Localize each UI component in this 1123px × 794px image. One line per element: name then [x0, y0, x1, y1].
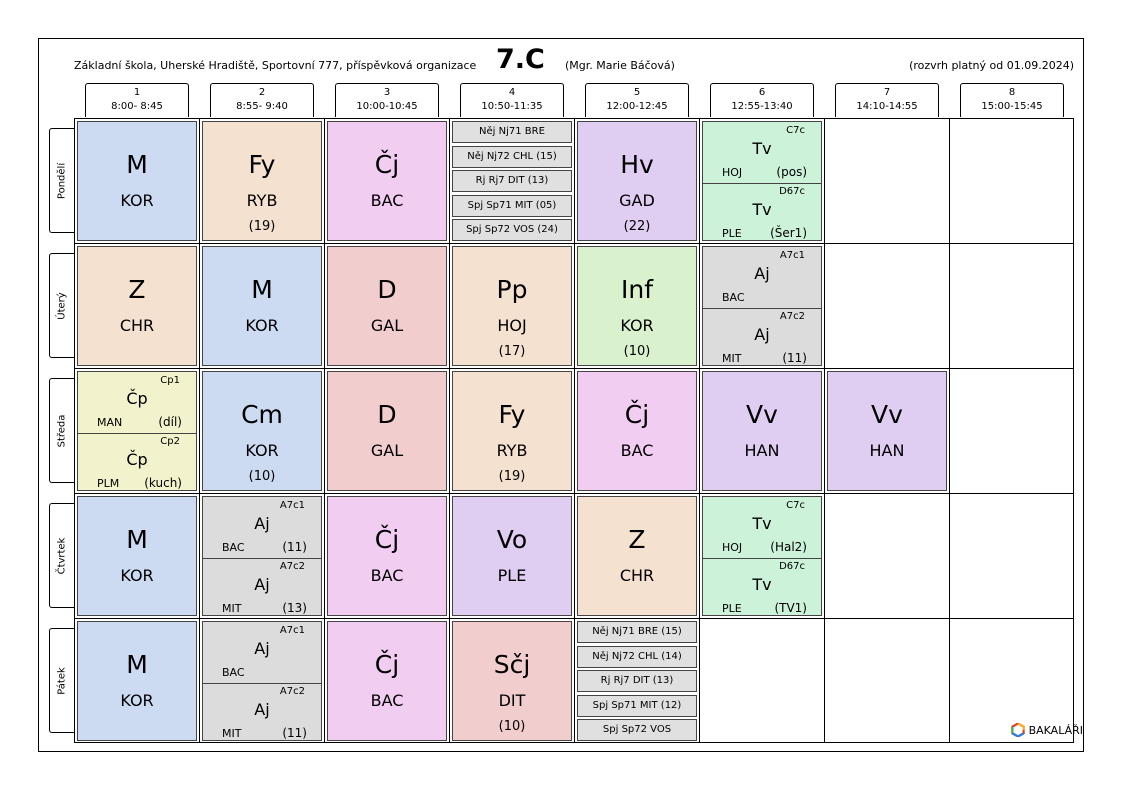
group-lesson[interactable]	[703, 497, 821, 559]
group-lesson[interactable]	[703, 247, 821, 309]
lesson-wed-4[interactable]	[452, 371, 572, 491]
period-header-8	[960, 83, 1064, 117]
group-lesson[interactable]: Spj Sp72 VOS	[577, 719, 697, 741]
lesson-thu-6-split	[702, 496, 822, 616]
period-time: 8:00- 8:45	[111, 101, 163, 112]
group: Cp2	[160, 436, 180, 447]
group-lesson[interactable]	[78, 372, 196, 434]
subject: Aj	[254, 639, 270, 658]
teacher: MIT	[222, 727, 242, 740]
lesson-mon-2[interactable]	[202, 121, 322, 241]
bakalari-logo-text: BAKALÁŘI	[1028, 723, 1083, 737]
subject: D	[377, 400, 397, 429]
teacher: PLE	[497, 566, 527, 585]
subject: Čp	[126, 389, 148, 408]
grid-divider	[74, 618, 1074, 619]
day-label-wednesday: Středa	[49, 378, 74, 483]
group: A7c1	[779, 250, 805, 261]
teacher: KOR	[120, 691, 154, 710]
lesson-thu-4[interactable]	[452, 496, 572, 616]
group-lesson[interactable]: Spj Sp72 VOS (24)	[452, 219, 572, 241]
grid-divider	[199, 118, 200, 743]
day-label-tuesday: Úterý	[49, 253, 74, 358]
subject: Z	[128, 275, 146, 304]
group-lesson[interactable]	[703, 558, 821, 616]
subject: Fy	[498, 400, 526, 429]
lesson-mon-5[interactable]	[577, 121, 697, 241]
room: (díl)	[158, 415, 182, 429]
teacher: CHR	[619, 566, 655, 585]
group-lesson[interactable]	[703, 308, 821, 366]
teacher: GAD	[619, 191, 655, 210]
teacher: GAL	[370, 441, 404, 460]
subject: Aj	[754, 325, 770, 344]
lesson-wed-7[interactable]	[827, 371, 947, 491]
lesson-wed-1-split	[77, 371, 197, 491]
period-number: 3	[383, 87, 391, 98]
period-time: 14:10-14:55	[856, 101, 918, 112]
group-lesson[interactable]	[78, 433, 196, 491]
group: A7c2	[279, 686, 305, 697]
room: (TV1)	[774, 601, 807, 615]
teacher: BAC	[222, 541, 245, 554]
teacher: RYB	[246, 191, 278, 210]
group-lesson[interactable]	[203, 497, 321, 559]
lesson-wed-3[interactable]	[327, 371, 447, 491]
lesson-thu-1[interactable]	[77, 496, 197, 616]
group: A7c1	[279, 500, 305, 511]
group-lesson[interactable]: Rj Rj7 DIT (13)	[577, 670, 697, 692]
subject: Čj	[374, 650, 400, 679]
group-lesson[interactable]: Rj Rj7 DIT (13)	[452, 170, 572, 192]
group: D67c	[779, 561, 805, 572]
subject: Čp	[126, 450, 148, 469]
subject: M	[251, 275, 273, 304]
period-time: 12:00-12:45	[606, 101, 668, 112]
room: (10)	[248, 469, 276, 484]
group-lesson[interactable]	[203, 683, 321, 741]
lesson-tue-5[interactable]	[577, 246, 697, 366]
lesson-mon-3[interactable]	[327, 121, 447, 241]
grid-divider	[324, 118, 325, 743]
lesson-mon-4-groups	[452, 121, 572, 241]
lesson-fri-4[interactable]	[452, 621, 572, 741]
subject: Aj	[754, 264, 770, 283]
subject: M	[126, 150, 148, 179]
room: (pos)	[776, 165, 807, 179]
subject: Aj	[254, 700, 270, 719]
teacher: KOR	[120, 191, 154, 210]
teacher: MIT	[222, 602, 242, 615]
room: (10)	[498, 719, 526, 734]
teacher: HOJ	[722, 541, 743, 554]
subject: Fy	[248, 150, 276, 179]
period-header-7	[835, 83, 939, 117]
bakalari-logo	[1011, 723, 1083, 737]
subject: Čj	[374, 150, 400, 179]
teacher: BAC	[222, 666, 245, 679]
subject: Inf	[620, 275, 654, 304]
teacher: BAC	[370, 191, 404, 210]
teacher: HOJ	[497, 316, 527, 335]
room: (10)	[623, 344, 651, 359]
period-time: 12:55-13:40	[731, 101, 793, 112]
subject: Tv	[752, 575, 772, 594]
period-number: 1	[133, 87, 141, 98]
period-number: 7	[883, 87, 891, 98]
teacher: MIT	[722, 352, 742, 365]
lesson-tue-1[interactable]	[77, 246, 197, 366]
subject: Pp	[496, 275, 528, 304]
school-name: Základní škola, Uherské Hradiště, Sportovní 777, příspěvková organizace	[74, 59, 477, 72]
room: (17)	[498, 344, 526, 359]
lesson-fri-2-split	[202, 621, 322, 741]
group-lesson[interactable]: Spj Sp71 MIT (05)	[452, 195, 572, 217]
teacher: PLM	[97, 477, 120, 490]
period-header-5	[585, 83, 689, 117]
group-lesson[interactable]	[203, 622, 321, 684]
lesson-tue-4[interactable]	[452, 246, 572, 366]
room: (Hal2)	[770, 540, 807, 554]
group: Cp1	[160, 375, 180, 386]
room: (Šer1)	[770, 226, 807, 240]
grid-divider	[74, 243, 1074, 244]
lesson-fri-1[interactable]	[77, 621, 197, 741]
teacher: GAL	[370, 316, 404, 335]
lesson-wed-6[interactable]	[702, 371, 822, 491]
group-lesson[interactable]	[203, 558, 321, 616]
room: (22)	[623, 219, 651, 234]
teacher: BAC	[370, 691, 404, 710]
grid-divider	[449, 118, 450, 743]
lesson-wed-2[interactable]	[202, 371, 322, 491]
lesson-thu-3[interactable]	[327, 496, 447, 616]
teacher: PLE	[722, 602, 742, 615]
subject: Hv	[620, 150, 654, 179]
period-time: 10:00-10:45	[356, 101, 418, 112]
subject: Sčj	[493, 650, 531, 679]
subject: Tv	[752, 200, 772, 219]
subject: M	[126, 525, 148, 554]
teacher: KOR	[620, 316, 654, 335]
lesson-thu-2-split	[202, 496, 322, 616]
group: C7c	[786, 500, 805, 511]
group: A7c1	[279, 625, 305, 636]
subject: Cm	[241, 400, 283, 429]
teacher: BAC	[370, 566, 404, 585]
group-lesson[interactable]: Spj Sp71 MIT (12)	[577, 695, 697, 717]
period-time: 8:55- 9:40	[236, 101, 288, 112]
period-header-3	[335, 83, 439, 117]
room: (19)	[498, 469, 526, 484]
subject: Čj	[624, 400, 650, 429]
subject: Aj	[254, 514, 270, 533]
period-number: 6	[758, 87, 766, 98]
period-header-6	[710, 83, 814, 117]
subject: Vv	[746, 400, 778, 429]
period-time: 10:50-11:35	[481, 101, 543, 112]
teacher: HAN	[869, 441, 905, 460]
teacher: MAN	[97, 416, 123, 429]
teacher: PLE	[722, 227, 742, 240]
period-number: 4	[508, 87, 516, 98]
subject: Z	[628, 525, 646, 554]
group-lesson[interactable]	[703, 122, 821, 184]
class-teacher: (Mgr. Marie Báčová)	[565, 59, 675, 72]
group-lesson[interactable]: Něj Nj71 BRE (15)	[577, 621, 697, 643]
bakalari-logo-icon	[1011, 723, 1025, 737]
subject: Tv	[752, 514, 772, 533]
teacher: CHR	[119, 316, 155, 335]
subject: M	[126, 650, 148, 679]
period-number: 2	[258, 87, 266, 98]
teacher: HOJ	[722, 166, 743, 179]
room: (11)	[282, 726, 307, 740]
period-time: 15:00-15:45	[981, 101, 1043, 112]
subject: Tv	[752, 139, 772, 158]
period-header-1	[85, 83, 189, 117]
lesson-fri-3[interactable]	[327, 621, 447, 741]
teacher: KOR	[245, 441, 279, 460]
day-label-thursday: Čtvrtek	[49, 503, 74, 608]
grid-divider	[74, 368, 1074, 369]
lesson-mon-6-split	[702, 121, 822, 241]
lesson-tue-6-split	[702, 246, 822, 366]
day-label-friday: Pátek	[49, 628, 74, 733]
lesson-fri-5-groups	[577, 621, 697, 741]
period-header-2	[210, 83, 314, 117]
group: A7c2	[279, 561, 305, 572]
room: (11)	[782, 351, 807, 365]
period-header-4	[460, 83, 564, 117]
subject: Vv	[871, 400, 903, 429]
teacher: KOR	[120, 566, 154, 585]
lesson-thu-5[interactable]	[577, 496, 697, 616]
grid-divider	[824, 118, 825, 743]
class-title: 7.C	[496, 44, 545, 75]
teacher: BAC	[620, 441, 654, 460]
teacher: KOR	[245, 316, 279, 335]
subject: Vo	[496, 525, 528, 554]
teacher: HAN	[744, 441, 780, 460]
group-lesson[interactable]: Něj Nj72 CHL (14)	[577, 646, 697, 668]
room: (kuch)	[144, 476, 182, 490]
grid-divider	[949, 118, 950, 743]
lesson-tue-2[interactable]	[202, 246, 322, 366]
teacher: RYB	[496, 441, 528, 460]
grid-divider	[74, 493, 1074, 494]
group-lesson[interactable]: Něj Nj71 BRE	[452, 121, 572, 143]
subject: D	[377, 275, 397, 304]
lesson-tue-3[interactable]	[327, 246, 447, 366]
subject: Aj	[254, 575, 270, 594]
grid-divider	[699, 118, 700, 743]
period-number: 5	[633, 87, 641, 98]
group: C7c	[786, 125, 805, 136]
grid-divider	[574, 118, 575, 743]
room: (11)	[282, 540, 307, 554]
period-number: 8	[1008, 87, 1016, 98]
teacher: DIT	[498, 691, 526, 710]
group-lesson[interactable]: Něj Nj72 CHL (15)	[452, 146, 572, 168]
day-label-monday: Pondělí	[49, 128, 74, 233]
lesson-wed-5[interactable]	[577, 371, 697, 491]
group: A7c2	[779, 311, 805, 322]
room: (13)	[282, 601, 307, 615]
group: D67c	[779, 186, 805, 197]
room: (19)	[248, 219, 276, 234]
lesson-mon-1[interactable]	[77, 121, 197, 241]
group-lesson[interactable]	[703, 183, 821, 241]
valid-from: (rozvrh platný od 01.09.2024)	[909, 59, 1074, 72]
subject: Čj	[374, 525, 400, 554]
teacher: BAC	[722, 291, 745, 304]
